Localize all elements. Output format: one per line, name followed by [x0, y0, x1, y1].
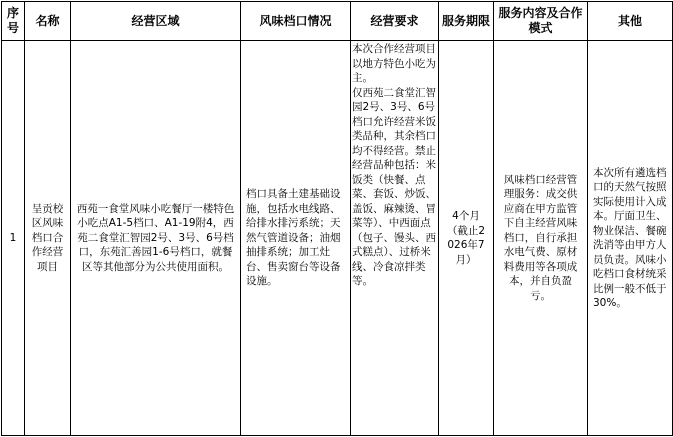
cell-stall-condition — [241, 41, 351, 436]
other-notes: 本次所有遴选档口的天然气按照实际使用计入成本。厅面卫生、物业保洁、餐碗洗消等由甲方人员负责。风味小吃档口食材统采比例一般不低于30%。 — [593, 166, 667, 309]
row-number: 1 — [9, 231, 17, 244]
header-other: 其他 — [588, 2, 673, 41]
table-row — [2, 41, 673, 436]
cell-service-model — [494, 41, 588, 436]
header-service-model: 服务内容及合作模式 — [494, 2, 588, 41]
project-table — [1, 1, 673, 436]
project-name: 呈贡校区风味档口合作经营项目 — [31, 202, 64, 273]
cell-term — [439, 41, 494, 436]
header-term: 服务期限 — [439, 2, 494, 41]
business-area: 西苑一食堂风味小吃餐厅一楼特色小吃点A1-5档口、A1-19附4，西苑二食堂汇智园2号、3号、6号档口，东苑汇善园1-6号档口，就餐区等其他部分为公共使用面积。 — [76, 202, 235, 273]
stall-condition: 档口具备土建基础设施，包括水电线路、给排水排污系统；天然气管道设备；油烟抽排系统；加工灶台、售卖窗台等设备设施。 — [246, 188, 341, 288]
header-stall-condition: 风味档口情况 — [241, 2, 351, 41]
header-name: 名称 — [25, 2, 71, 41]
cell-requirements — [351, 41, 439, 436]
service-term: 4个月（截止2026年7月） — [446, 210, 486, 266]
header-no: 序号 — [2, 2, 25, 41]
cell-no — [2, 41, 25, 436]
header-requirements: 经营要求 — [351, 2, 439, 41]
header-area: 经营区域 — [71, 2, 241, 41]
cell-name — [25, 41, 71, 436]
service-model: 风味档口经营管理服务：成交供应商在甲方监管下自主经营风味档口，自行承担水电气费、原材料费用等各项成本，并自负盈亏。 — [503, 173, 578, 302]
cell-other — [588, 41, 673, 436]
header-row — [2, 2, 673, 41]
business-requirements: 本次合作经营项目以地方特色小吃为主。 仅西苑二食堂汇智园2号、3号、6号档口允许经营米饭类品种，其余档口均不得经营。禁止经营品种包括：米饭类（快餐、点菜、套饭、炒饭、盖饭、麻辣烫、冒菜等）、中西面点（包子、馒头、西式糕点）、过桥米线、冷食凉拌类等。 — [352, 43, 436, 287]
cell-area — [71, 41, 241, 436]
